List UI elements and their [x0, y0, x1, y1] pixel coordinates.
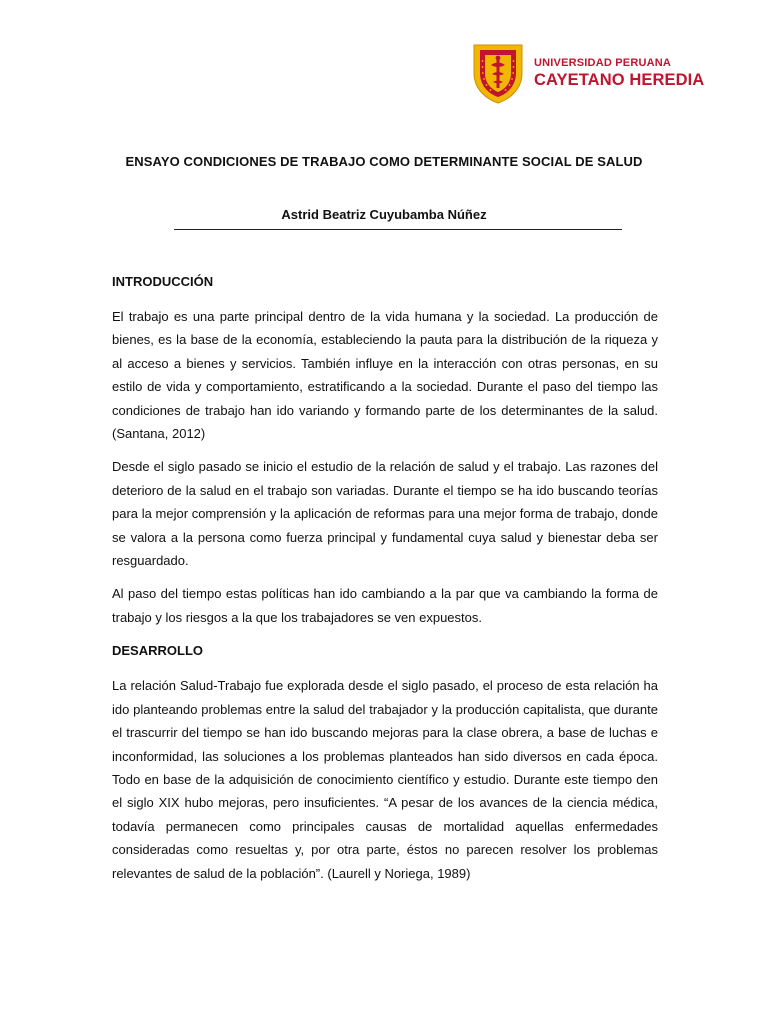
- paragraph: La relación Salud-Trabajo fue explorada desde el siglo pasado, el proceso de esta relación ha ido planteando problemas entre la salud del trabajador y la producción capitalista, que durante el trascurrir del tiempo se han ido buscando mejoras para la clase obrera, a base de luchas e inconformidad, las soluciones a los problemas planteados han sido diversos en cada época. Todo en base de la adquisición de conocimiento científico y estudio. Durante este tiempo den el siglo XIX hubo mejoras, pero insuficientes. “A pesar de los avances de la ciencia médica, todavía permanecen como principales causas de mortalidad aquellas enfermedades consideradas como resueltas y, por otra parte, éstos no parecen resolver los problemas relevantes de salud de la población”. (Laurell y Noriega, 1989): [112, 678, 658, 881]
- logo-text: [534, 58, 704, 89]
- university-crest-icon: [470, 41, 526, 105]
- section-heading-introduccion: INTRODUCCIÓN: [112, 274, 214, 289]
- section-heading-desarrollo: DESARROLLO: [112, 643, 203, 659]
- paragraph: Desde el siglo pasado se inicio el estudio de la relación de salud y el trabajo. Las razones del deterioro de la salud en el trabajo son variadas. Durante el tiempo se ha ido buscando teorías para la mejor comprensión y la aplicación de reformas para una mejor forma de trabajo, donde se valora a la persona como fuerza principal y fundamental cuya salud y bienestar deba ser resguardado.: [112, 459, 658, 569]
- paragraph: El trabajo es una parte principal dentro de la vida humana y la sociedad. La producción de bienes, es la base de la economía, estableciendo la pauta para la distribución de la riqueza y al acceso a bienes y servicios. También influye en la interacción con otras personas, en su estilo de vida y comportamiento, estratificando a la sociedad. Durante el paso del tiempo las condiciones de trabajo han ido variando y formando parte de los determinantes de la salud. (Santana, 2012): [112, 309, 658, 442]
- paragraph: Al paso del tiempo estas políticas han ido cambiando a la par que va cambiando la forma de trabajo y los riesgos a la que los trabajadores se ven expuestos.: [112, 586, 658, 625]
- university-logo: [470, 40, 730, 106]
- title-divider: [174, 229, 622, 230]
- logo-line-cayetano-heredia: CAYETANO HEREDIA: [534, 70, 705, 89]
- logo-line-university-peruana: UNIVERSIDAD PERUANA: [534, 56, 672, 69]
- document-body: [112, 270, 658, 895]
- document-author: Astrid Beatriz Cuyubamba Núñez: [281, 207, 487, 222]
- document-title: ENSAYO CONDICIONES DE TRABAJO COMO DETERMINANTE SOCIAL DE SALUD: [125, 154, 643, 169]
